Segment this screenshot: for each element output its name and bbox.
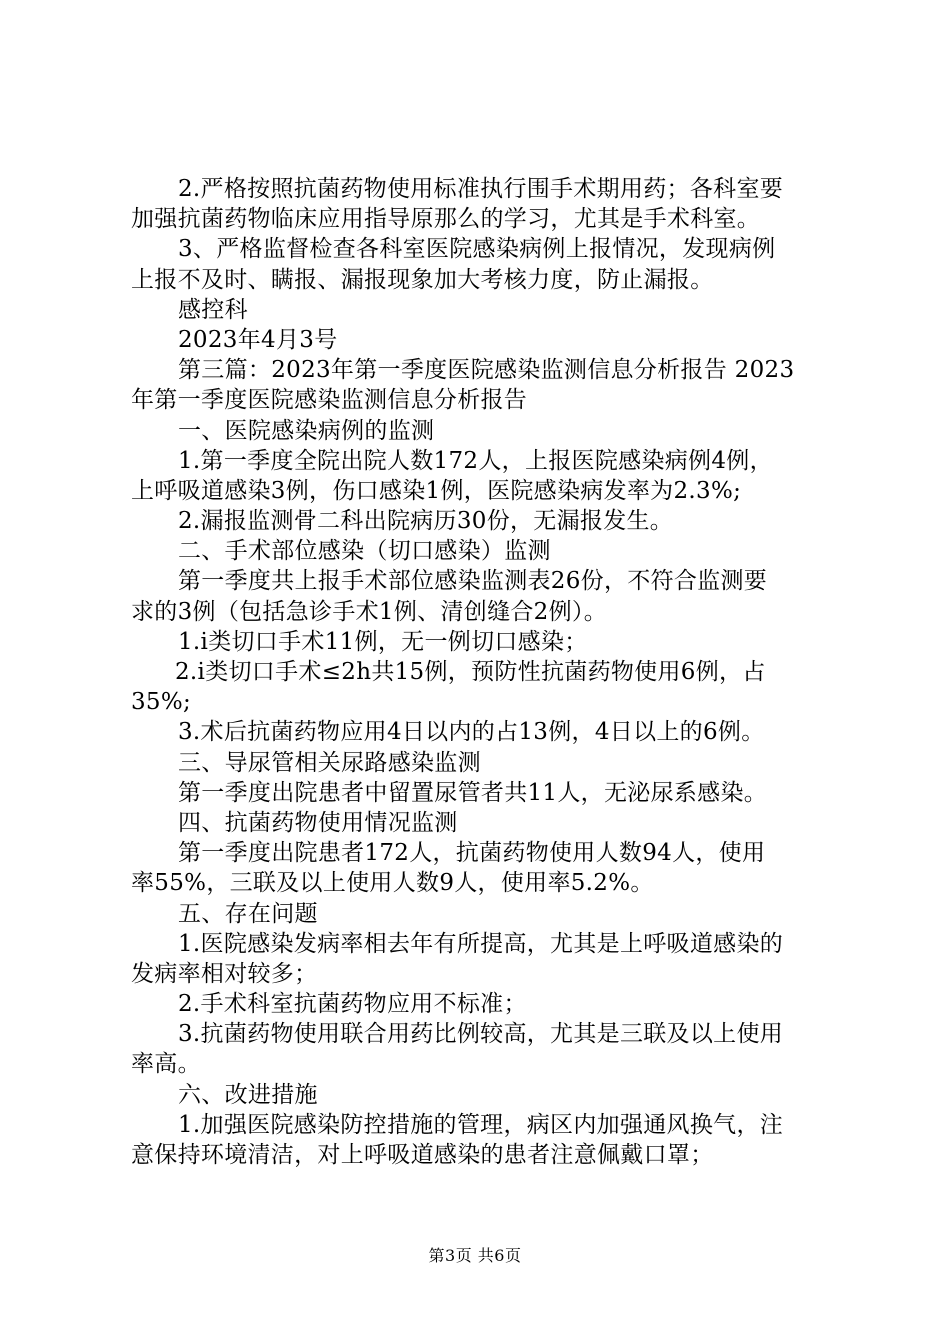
subsection-heading: 四、抗菌药物使用情况监测 (178, 809, 458, 836)
paragraph-line: 第一季度共上报手术部位感染监测表26份，不符合监测要 (178, 568, 768, 595)
paragraph-line: 第一季度出院患者172人，抗菌药物使用人数94人，使用 (178, 840, 766, 867)
subsection-heading: 三、导尿管相关尿路感染监测 (178, 749, 481, 776)
paragraph-line: 意保持环境清洁，对上呼吸道感染的患者注意佩戴口罩； (131, 1142, 714, 1168)
document-body (131, 174, 837, 1170)
paragraph-line: 2.ⅰ类切口手术≤2h共15例，预防性抗菌药物使用6例，占 (175, 659, 766, 685)
paragraph-line: 1.第一季度全院出院人数172人，上报医院感染病例4例， (178, 447, 773, 474)
paragraph-line: 加强抗菌药物临床应用指导原那么的学习，尤其是手术科室。 (131, 206, 761, 233)
paragraph-line: 1.ⅰ类切口手术11例，无一例切口感染； (178, 628, 588, 655)
signature-department: 感控科 (178, 296, 248, 323)
paragraph-line: 3.抗菌药物使用联合用药比例较高，尤其是三联及以上使用 (178, 1021, 784, 1048)
paragraph-line: 发病率相对较多； (131, 960, 318, 987)
subsection-heading: 二、手术部位感染（切口感染）监测 (178, 538, 551, 565)
section-heading: 年第一季度医院感染监测信息分析报告 (131, 387, 528, 414)
paragraph-line: 2.严格按照抗菌药物使用标准执行围手术期用药；各科室要 (178, 176, 784, 202)
subsection-heading: 六、改进措施 (178, 1081, 318, 1108)
paragraph-line: 1.医院感染发病率相去年有所提高，尤其是上呼吸道感染的 (178, 930, 784, 957)
subsection-heading: 五、存在问题 (178, 900, 318, 927)
paragraph-line: 求的3例（包括急诊手术1例、清创缝合2例）。 (131, 598, 607, 625)
paragraph-line: 率55%，三联及以上使用人数9人，使用率5.2%。 (131, 870, 654, 897)
paragraph-line: 上报不及时、瞒报、漏报现象加大考核力度，防止漏报。 (131, 266, 714, 293)
paragraph-line: 2.漏报监测骨二科出院病历30份，无漏报发生。 (178, 508, 674, 535)
page-number-footer: 第3页 共6页 (428, 1246, 522, 1265)
signature-date: 2023年4月3号 (178, 326, 338, 353)
subsection-heading: 一、医院感染病例的监测 (178, 417, 435, 444)
paragraph-line: 第一季度出院患者中留置尿管者共11人，无泌尿系感染。 (178, 779, 768, 806)
paragraph-line: 3.术后抗菌药物应用4日以内的占13例，4日以上的6例。 (178, 719, 765, 746)
paragraph-line: 1.加强医院感染防控措施的管理，病区内加强通风换气，注 (178, 1111, 784, 1138)
paragraph-line: 率高。 (131, 1051, 201, 1078)
paragraph-line: 3、严格监督检查各科室医院感染病例上报情况，发现病例 (178, 236, 776, 263)
paragraph-line: 2.手术科室抗菌药物应用不标准； (178, 991, 527, 1018)
paragraph-line: 上呼吸道感染3例，伤口感染1例，医院感染病发率为2.3%; (131, 477, 742, 504)
section-heading: 第三篇：2023年第一季度医院感染监测信息分析报告 2023 (178, 357, 795, 384)
paragraph-line: 35%; (131, 689, 192, 716)
